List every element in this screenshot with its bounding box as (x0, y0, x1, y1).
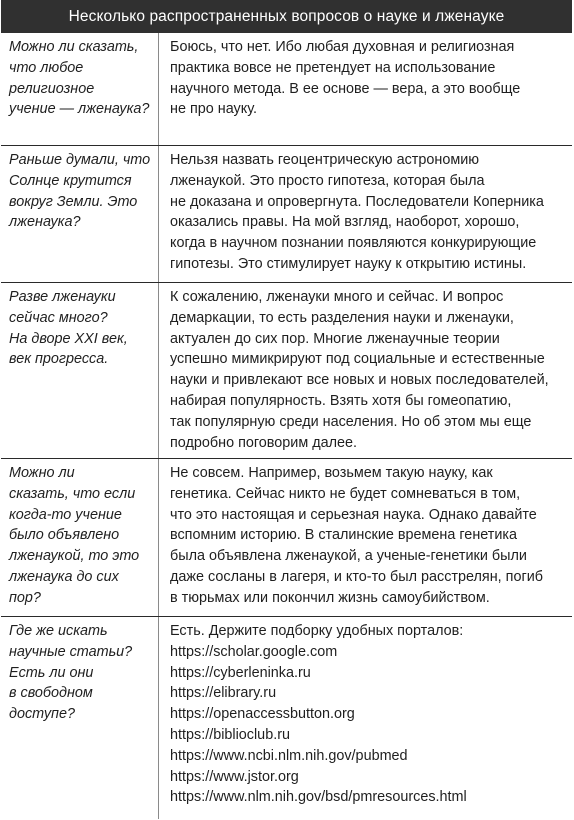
faq-question (1, 617, 156, 819)
faq-row (1, 146, 572, 283)
answer-line: гипотезы. Это стимулирует науку к открытию истины. (170, 255, 527, 272)
faq-answer (158, 146, 572, 282)
answer-line: актуален до сих пор. Многие лженаучные теории (170, 330, 500, 347)
answer-line: в тюрьмах или покончил жизнь самоубийством. (170, 589, 490, 606)
answer-line: научного метода. В ее основе — вера, а это вообще (170, 80, 521, 97)
faq-question (1, 33, 156, 145)
question-line: Можно ли сказать, (9, 39, 139, 55)
faq-row (1, 283, 572, 459)
answer-line: Боюсь, что нет. Ибо любая духовная и религиозная (170, 39, 515, 55)
question-line: когда-то учение (9, 506, 122, 523)
question-line: Солнце крутится (9, 172, 132, 189)
question-line: Где же искать (9, 623, 108, 639)
faq-question (1, 459, 156, 616)
question-line: лженаука? (9, 214, 81, 231)
faq-answer (158, 283, 572, 458)
question-line: На дворе XXI век, (9, 330, 128, 347)
answer-line: оказались правы. На мой взгляд, наоборот, хорошо, (170, 214, 520, 231)
faq-question (1, 146, 156, 282)
question-line: вокруг Земли. Это (9, 193, 138, 210)
faq-row (1, 33, 572, 146)
question-line: лженаукой, то это (9, 548, 140, 565)
question-line: Раньше думали, что (9, 152, 151, 168)
question-line: было объявлено (9, 527, 120, 544)
portal-link-elibrary[interactable]: https://elibrary.ru (170, 685, 277, 702)
answer-line: так популярную среди населения. Но об этом мы еще (170, 413, 532, 430)
faq-question (1, 283, 156, 458)
faq-row (1, 617, 572, 819)
answer-line: даже сосланы в лагеря, и кто-то был расстрелян, погиб (170, 568, 543, 585)
question-line: Можно ли (9, 465, 75, 481)
question-line: Разве лженауки (9, 289, 116, 305)
question-line: что любое (9, 59, 84, 76)
faq-answer (158, 617, 572, 819)
answer-line: когда в научном познании появляются конкурирующие (170, 235, 537, 252)
answer-line: демаркации, то есть разделения науки и лженауки, (170, 309, 514, 326)
answer-line: что это настоящая и серьезная наука. Однако давайте (170, 506, 537, 523)
faq-answer (158, 459, 572, 616)
portal-link-pubmed[interactable]: https://www.ncbi.nlm.nih.gov/pubmed (170, 747, 408, 764)
question-line: в свободном (9, 685, 93, 702)
answer-line: науки и привлекают все новых и новых последователей, (170, 372, 549, 389)
question-line: век прогресса. (9, 351, 109, 368)
faq-answer (158, 33, 572, 145)
question-line: учение — лженаука? (9, 101, 150, 118)
question-line: Есть ли они (9, 664, 94, 681)
answer-line: набирая популярность. Взять хотя бы гомеопатию, (170, 392, 512, 409)
answer-line: была объявлена лженаукой, а ученые-генетики были (170, 548, 527, 565)
faq-table (1, 33, 572, 819)
answer-line: не про науку. (170, 101, 257, 118)
faq-row (1, 459, 572, 617)
portal-link-jstor[interactable]: https://www.jstor.org (170, 768, 299, 785)
question-line: сейчас много? (9, 309, 108, 326)
question-line: религиозное (9, 80, 95, 97)
question-line: сказать, что если (9, 485, 136, 502)
portal-link-openaccessbutton[interactable]: https://openaccessbutton.org (170, 706, 355, 723)
answer-line: успешно мимикрируют под социальные и естественные (170, 351, 545, 368)
question-line: доступе? (9, 706, 75, 723)
table-header (1, 0, 572, 33)
portal-link-scholar[interactable]: https://scholar.google.com (170, 643, 338, 660)
answer-line: лженаукой. Это просто гипотеза, которая была (170, 172, 485, 189)
table-title: Несколько распространенных вопросов о науке и лженауке (68, 7, 505, 25)
answer-line: подробно поговорим далее. (170, 434, 358, 451)
answer-line: Нельзя назвать геоцентрическую астрономию (170, 152, 480, 168)
portal-link-biblioclub[interactable]: https://biblioclub.ru (170, 726, 290, 743)
answer-line: генетика. Сейчас никто не будет сомневаться в том, (170, 485, 521, 502)
portal-link-nlm[interactable]: https://www.nlm.nih.gov/bsd/pmresources.html (170, 789, 467, 806)
question-line: пор? (9, 589, 41, 606)
answer-line: не доказана и опровергнута. Последователи Коперника (170, 193, 544, 210)
answer-line: К сожалению, лженауки много и сейчас. И вопрос (170, 289, 504, 305)
answer-line: вспомним историю. В сталинские времена генетика (170, 527, 518, 544)
answer-line: Не совсем. Например, возьмем такую науку, как (170, 465, 493, 481)
answer-line: практика вовсе не претендует на использование (170, 59, 496, 76)
question-line: лженаука до сих (9, 568, 119, 585)
portal-link-cyberleninka[interactable]: https://cyberleninka.ru (170, 664, 311, 681)
question-line: научные статьи? (9, 643, 133, 660)
answer-line: Есть. Держите подборку удобных порталов: (170, 623, 464, 639)
